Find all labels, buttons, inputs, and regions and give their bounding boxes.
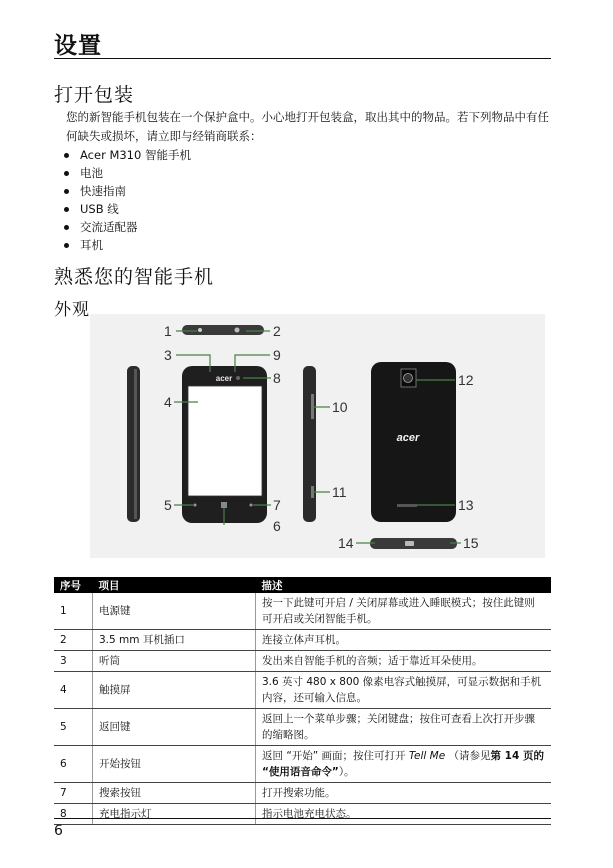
footer-divider: [54, 818, 551, 819]
callout-3: 3: [164, 347, 172, 363]
cross-reference-link[interactable]: 第 14 页的 “使用语音命令”: [262, 750, 544, 778]
list-item: [64, 164, 191, 182]
bullet-icon: [64, 225, 69, 230]
callout-6: 6: [273, 518, 281, 534]
list-item: [64, 200, 191, 218]
list-item-text: 快速指南: [80, 184, 126, 198]
list-item-text: 电池: [80, 166, 103, 180]
row-number: 5: [54, 709, 93, 746]
row-item: 听筒: [93, 651, 256, 672]
header-description: 描述: [256, 577, 552, 593]
callout-14: 14: [338, 535, 354, 551]
component-table: [54, 577, 551, 825]
callout-11: 11: [332, 484, 347, 500]
callout-5: 5: [164, 497, 172, 513]
section-heading-unpacking: 打开包装: [54, 84, 135, 106]
page-title: 设置: [54, 33, 102, 59]
callout-12: 12: [458, 372, 474, 388]
acer-logo-back: acer: [396, 432, 420, 444]
row-item: 充电指示灯: [93, 804, 256, 825]
table-row: [54, 672, 551, 709]
page-number: 6: [54, 823, 63, 839]
table-row: [54, 709, 551, 746]
table-row: [54, 804, 551, 825]
callout-4: 4: [164, 394, 172, 410]
callout-2: 2: [273, 323, 281, 339]
row-description: 按一下此键可开启 / 关闭屏幕或进入睡眠模式；按住此键则可开启或关闭智能手机。: [256, 593, 552, 630]
list-item: [64, 218, 191, 236]
desc-text: （请参见: [445, 750, 491, 762]
list-item-text: 耳机: [80, 238, 103, 252]
row-number: 3: [54, 651, 93, 672]
list-item-text: Acer M310 智能手机: [80, 148, 191, 162]
callout-10: 10: [332, 399, 348, 415]
row-description: [256, 746, 552, 783]
phone-left-side-view: [127, 366, 140, 522]
title-divider: [54, 58, 551, 59]
row-number: 7: [54, 783, 93, 804]
desc-text: ）。: [338, 766, 355, 778]
phone-right-side-view: [303, 366, 316, 522]
phone-back-view: [371, 362, 456, 522]
callout-15: 15: [463, 535, 479, 551]
row-description: 返回上一个菜单步骤；关闭键盘；按住可查看上次打开步骤的缩略图。: [256, 709, 552, 746]
phone-bottom-view: [370, 538, 457, 549]
row-item: 返回键: [93, 709, 256, 746]
callout-1: 1: [164, 323, 172, 339]
row-item: 3.5 mm 耳机插口: [93, 630, 256, 651]
callout-7: 7: [273, 497, 281, 513]
bullet-icon: [64, 171, 69, 176]
header-number: 序号: [54, 577, 93, 593]
table-row: [54, 746, 551, 783]
row-description: 连接立体声耳机。: [256, 630, 552, 651]
row-item: 开始按钮: [93, 746, 256, 783]
list-item-text: USB 线: [80, 202, 119, 216]
bullet-icon: [64, 153, 69, 158]
row-item: 触摸屏: [93, 672, 256, 709]
callout-9: 9: [273, 347, 281, 363]
table-row: [54, 651, 551, 672]
row-number: 1: [54, 593, 93, 630]
row-number: 2: [54, 630, 93, 651]
package-contents-list: [64, 146, 191, 254]
subheading-appearance: 外观: [54, 300, 90, 320]
row-description: 发出来自智能手机的音频；适于靠近耳朵使用。: [256, 651, 552, 672]
header-item: 项目: [93, 577, 256, 593]
tell-me-label: Tell Me: [408, 750, 446, 762]
phone-top-view: [182, 325, 264, 335]
desc-text: 返回 “开始” 画面；按住可打开: [262, 750, 409, 762]
row-item: 搜索按钮: [93, 783, 256, 804]
list-item: [64, 236, 191, 254]
bullet-icon: [64, 189, 69, 194]
table-row: [54, 783, 551, 804]
phone-diagram: [90, 314, 545, 558]
unpacking-paragraph: 您的新智能手机包装在一个保护盒中。小心地打开包装盒，取出其中的物品。若下列物品中有任何缺失或损坏，请立即与经销商联系：: [66, 110, 549, 143]
row-number: 6: [54, 746, 93, 783]
callout-8: 8: [273, 370, 281, 386]
phone-front-view: [182, 366, 267, 523]
section-heading-get-to-know: 熟悉您的智能手机: [54, 266, 215, 288]
list-item: [64, 182, 191, 200]
bullet-icon: [64, 243, 69, 248]
acer-logo-front: acer: [215, 374, 233, 383]
list-item-text: 交流适配器: [80, 220, 138, 234]
table-row: [54, 593, 551, 630]
row-number: 8: [54, 804, 93, 825]
row-item: 电源键: [93, 593, 256, 630]
row-description: 指示电池充电状态。: [256, 804, 552, 825]
table-header-row: [54, 577, 551, 593]
bullet-icon: [64, 207, 69, 212]
row-description: 打开搜索功能。: [256, 783, 552, 804]
table-row: [54, 630, 551, 651]
row-number: 4: [54, 672, 93, 709]
callout-13: 13: [458, 497, 474, 513]
list-item: [64, 146, 191, 164]
row-description: 3.6 英寸 480 x 800 像素电容式触摸屏，可显示数据和手机内容，还可输入信息。: [256, 672, 552, 709]
